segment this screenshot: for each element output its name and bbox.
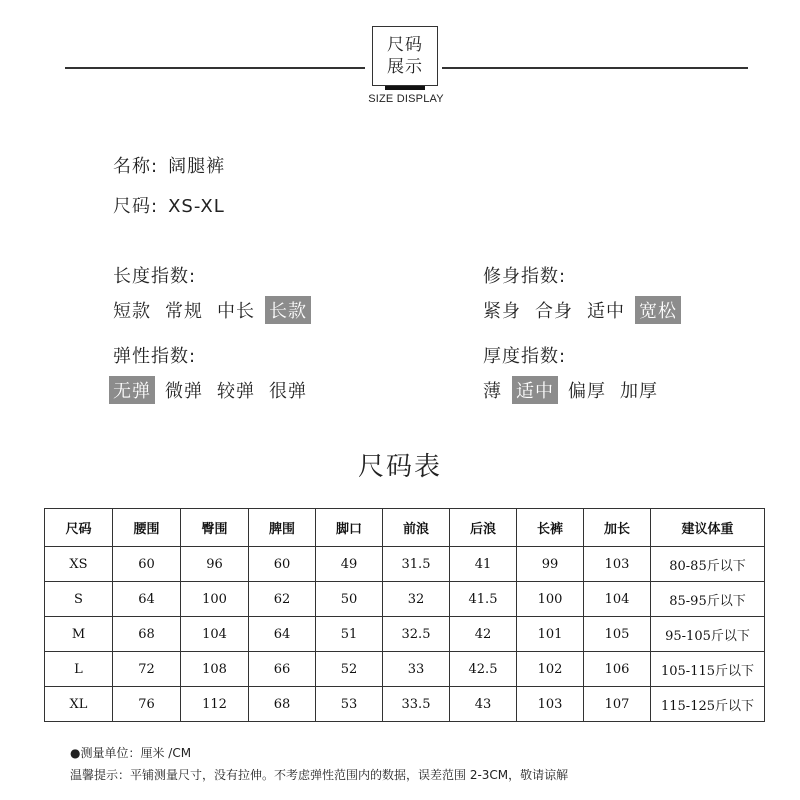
table-row: [45, 687, 765, 722]
table-cell: 31.5: [383, 547, 450, 582]
length-option: 短款: [113, 301, 151, 322]
product-name-label: 名称:: [113, 156, 159, 177]
product-size-value: XS-XL: [168, 196, 225, 217]
table-cell: 103: [584, 547, 651, 582]
elasticity-option-selected: 无弹: [109, 376, 155, 404]
table-cell: 60: [113, 547, 181, 582]
header-divider-right: [442, 67, 748, 69]
table-cell: 41.5: [450, 582, 517, 617]
elasticity-option: 微弹: [165, 381, 203, 402]
size-label-cell: M: [45, 617, 113, 652]
thickness-option: 偏厚: [568, 381, 606, 402]
fit-option: 合身: [535, 301, 573, 322]
elasticity-option: 较弹: [217, 381, 255, 402]
table-cell: 76: [113, 687, 181, 722]
table-cell: 68: [249, 687, 316, 722]
header-divider-left: [65, 67, 365, 69]
length-index-options: [109, 296, 311, 324]
header-subtitle: SIZE DISPLAY: [368, 93, 444, 105]
table-cell: 85-95斤以下: [651, 582, 765, 617]
badge-line-2: 展示: [387, 57, 423, 77]
size-label-cell: S: [45, 582, 113, 617]
table-cell: 100: [517, 582, 584, 617]
badge-underline: [385, 86, 425, 90]
table-cell: 52: [316, 652, 383, 687]
table-cell: 112: [181, 687, 249, 722]
table-cell: 100: [181, 582, 249, 617]
table-cell: 103: [517, 687, 584, 722]
table-cell: 107: [584, 687, 651, 722]
table-row: [45, 547, 765, 582]
header-cell: 加长: [584, 509, 651, 547]
header-cell: 尺码: [45, 509, 113, 547]
table-cell: 72: [113, 652, 181, 687]
table-cell: 99: [517, 547, 584, 582]
fit-option: 适中: [587, 301, 625, 322]
length-index-title: 长度指数:: [113, 266, 197, 287]
length-option-selected: 长款: [265, 296, 311, 324]
product-size-row: [113, 192, 225, 218]
table-cell: 106: [584, 652, 651, 687]
table-cell: 42: [450, 617, 517, 652]
table-cell: 53: [316, 687, 383, 722]
header-cell: 建议体重: [651, 509, 765, 547]
table-row: [45, 582, 765, 617]
size-table: [44, 508, 765, 722]
table-cell: 64: [113, 582, 181, 617]
table-cell: 64: [249, 617, 316, 652]
table-cell: 41: [450, 547, 517, 582]
product-name-value: 阔腿裤: [168, 156, 226, 177]
header-cell: 后浪: [450, 509, 517, 547]
table-cell: 68: [113, 617, 181, 652]
header-cell: 脾围: [249, 509, 316, 547]
thickness-index-title: 厚度指数:: [483, 346, 567, 367]
table-cell: 60: [249, 547, 316, 582]
table-row: [45, 617, 765, 652]
length-option: 常规: [165, 301, 203, 322]
table-cell: 104: [181, 617, 249, 652]
table-cell: 96: [181, 547, 249, 582]
size-table-body: [45, 547, 765, 722]
table-cell: 105-115斤以下: [651, 652, 765, 687]
thickness-option-selected: 适中: [512, 376, 558, 404]
size-label-cell: XS: [45, 547, 113, 582]
fit-index-title: 修身指数:: [483, 266, 567, 287]
fit-index-options: [479, 296, 681, 324]
table-cell: 80-85斤以下: [651, 547, 765, 582]
elasticity-index-options: [109, 376, 311, 404]
table-cell: 115-125斤以下: [651, 687, 765, 722]
thickness-index-options: [479, 376, 662, 404]
measurement-tip-note: 温馨提示：平铺测量尺寸，没有拉伸。不考虑弹性范围内的数据，误差范围 2-3CM，敬请谅解: [70, 768, 569, 782]
table-cell: 105: [584, 617, 651, 652]
table-cell: 33: [383, 652, 450, 687]
header-cell: 腰围: [113, 509, 181, 547]
table-cell: 49: [316, 547, 383, 582]
table-cell: 95-105斤以下: [651, 617, 765, 652]
table-cell: 42.5: [450, 652, 517, 687]
table-cell: 33.5: [383, 687, 450, 722]
fit-option-selected: 宽松: [635, 296, 681, 324]
product-name-row: [113, 152, 225, 178]
table-cell: 51: [316, 617, 383, 652]
table-cell: 66: [249, 652, 316, 687]
header-cell: 长裤: [517, 509, 584, 547]
size-table-title: 尺码表: [357, 452, 442, 482]
size-table-header-row: [45, 509, 765, 547]
table-cell: 62: [249, 582, 316, 617]
header-cell: 前浪: [383, 509, 450, 547]
product-size-label: 尺码:: [113, 196, 159, 217]
table-cell: 50: [316, 582, 383, 617]
size-label-cell: L: [45, 652, 113, 687]
table-cell: 101: [517, 617, 584, 652]
table-cell: 104: [584, 582, 651, 617]
thickness-option: 薄: [483, 381, 502, 402]
table-cell: 32: [383, 582, 450, 617]
fit-option: 紧身: [483, 301, 521, 322]
table-row: [45, 652, 765, 687]
header-cell: 臀围: [181, 509, 249, 547]
thickness-option: 加厚: [620, 381, 658, 402]
measurement-unit-note: ●测量单位：厘米 /CM: [70, 746, 192, 760]
table-cell: 43: [450, 687, 517, 722]
table-cell: 108: [181, 652, 249, 687]
length-option: 中长: [217, 301, 255, 322]
badge-line-1: 尺码: [387, 35, 423, 55]
table-cell: 32.5: [383, 617, 450, 652]
table-cell: 102: [517, 652, 584, 687]
elasticity-option: 很弹: [269, 381, 307, 402]
header-cell: 脚口: [316, 509, 383, 547]
size-display-badge: [372, 26, 438, 86]
elasticity-index-title: 弹性指数:: [113, 346, 197, 367]
size-label-cell: XL: [45, 687, 113, 722]
